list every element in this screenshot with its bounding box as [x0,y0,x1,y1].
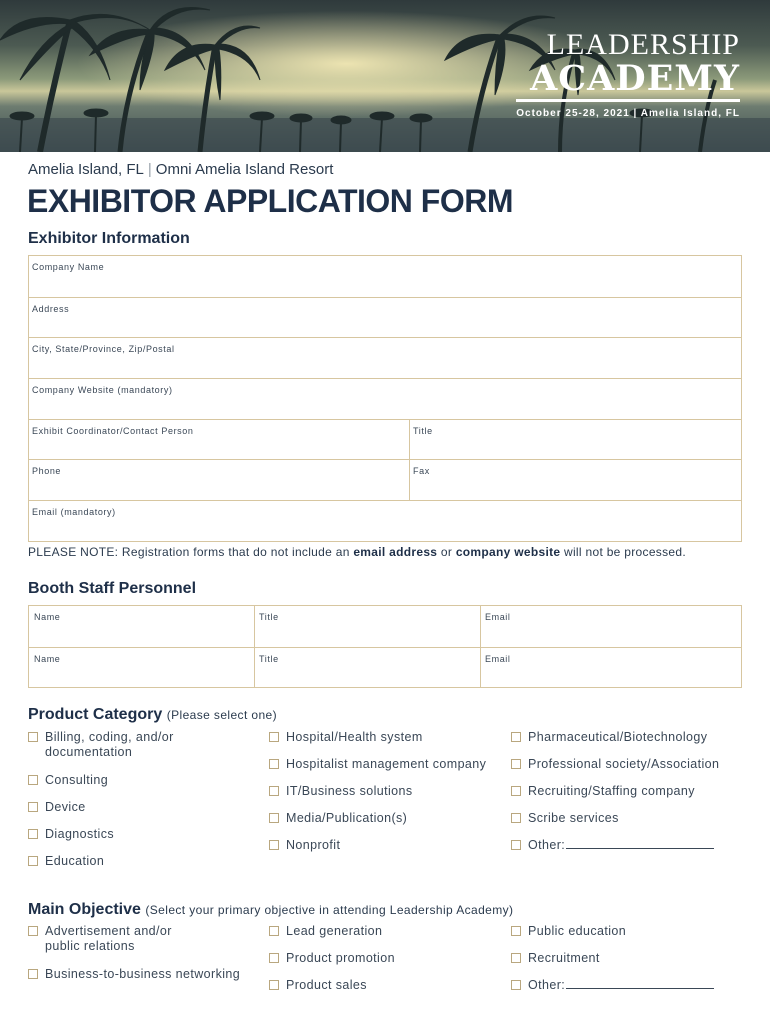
field-label: Company Website (mandatory) [32,385,173,396]
option-label: Recruitment [528,951,600,965]
option-label: Recruiting/Staffing company [528,784,695,798]
note-suffix: will not be processed. [560,545,686,559]
product-category-title: Product Category [28,706,163,723]
field-row [29,378,741,419]
option-label: Education [45,854,105,868]
option-label: IT/Business solutions [286,784,413,798]
staff-name-field[interactable] [29,606,254,647]
checkbox[interactable] [511,953,521,963]
contact-title-field[interactable] [409,420,741,460]
option-label: Product promotion [286,951,395,965]
option-label: Pharmaceutical/Biotechnology [528,730,708,744]
field-label: Title [259,653,279,664]
note-email-address: email address [353,545,438,559]
option-label: Advertisement and/or [45,924,172,938]
main-objective-title: Main Objective [28,901,141,918]
field-label: Title [413,425,433,436]
staff-title-field[interactable] [254,606,480,647]
field-label: Email [485,612,511,622]
checkbox[interactable] [28,802,38,812]
main-objective-col2 [269,924,504,999]
main-objective-instruction: (Select your primary objective in attending Leadership Academy) [145,903,514,917]
option-label: Public education [528,924,627,938]
checkbox[interactable] [269,786,279,796]
field-row [29,256,741,297]
other-objective-input[interactable] [566,978,714,989]
note-prefix: PLEASE NOTE: Registration forms that do not include an [28,545,354,559]
option-label: Lead generation [286,924,383,938]
checkbox[interactable] [269,926,279,936]
field-label: Title [259,612,279,622]
option-label: Nonprofit [286,838,341,852]
logo-line-academy: ACADEMY [516,60,740,102]
checkbox[interactable] [28,856,38,866]
option-label: documentation [45,745,133,759]
checkbox[interactable] [28,829,38,839]
exhibitor-info-heading: Exhibitor Information [28,230,190,247]
logo-line-leadership: LEADERSHIP [546,28,740,61]
city-field[interactable] [29,338,741,378]
booth-staff-heading: Booth Staff Personnel [28,580,197,597]
field-row [29,419,741,460]
checkbox[interactable] [28,969,38,979]
staff-email-field[interactable] [480,606,741,647]
location-venue: Omni Amelia Island Resort [155,161,334,178]
field-label: Name [34,612,61,622]
field-label: Email (mandatory) [32,507,116,518]
field-row [29,297,741,338]
checkbox[interactable] [269,732,279,742]
main-objective-col3 [511,924,746,999]
product-category-instruction: (Please select one) [166,708,278,722]
other-category-input[interactable] [566,838,714,849]
field-row [29,500,741,541]
staff-title-field[interactable] [254,648,480,688]
option-label: Professional society/Association [528,757,720,771]
field-label: Phone [32,466,62,477]
checkbox[interactable] [28,732,38,742]
checkbox[interactable] [511,732,521,742]
company-name-field[interactable] [29,256,741,297]
field-label: Address [32,303,70,314]
contact-person-field[interactable] [29,420,409,460]
phone-field[interactable] [29,460,409,500]
checkbox[interactable] [269,759,279,769]
main-objective-col1 [28,924,258,994]
checkbox[interactable] [511,840,521,850]
field-label: Name [34,653,61,664]
option-label: Billing, coding, and/or [45,730,174,744]
product-category-heading [28,706,277,724]
checkbox[interactable] [511,926,521,936]
checkbox[interactable] [28,926,38,936]
main-objective-heading [28,901,513,919]
option-label: Device [45,800,86,814]
option-label: Scribe services [528,811,619,825]
option-label: Consulting [45,773,109,787]
company-website-field[interactable] [29,379,741,419]
checkbox[interactable] [511,786,521,796]
staff-row [29,647,741,688]
note-mid: or [437,545,456,559]
staff-name-field[interactable] [29,648,254,688]
staff-row [29,606,741,647]
option-label: public relations [45,939,135,953]
field-label: City, State/Province, Zip/Postal [32,344,175,355]
event-location [28,161,333,178]
page-title: EXHIBITOR APPLICATION FORM [27,183,513,219]
product-category-col3 [511,730,746,860]
header-banner [0,0,770,152]
option-label: Business-to-business networking [45,967,241,981]
checkbox[interactable] [511,980,521,990]
product-category-col2 [269,730,504,860]
option-label: Other: [528,838,566,852]
field-label: Fax [413,466,430,477]
field-label: Email [485,653,511,664]
staff-email-field[interactable] [480,648,741,688]
leadership-academy-logo [516,30,740,119]
checkbox[interactable] [269,813,279,823]
checkbox[interactable] [511,813,521,823]
option-label: Hospitalist management company [286,757,487,771]
option-label: Product sales [286,978,367,992]
checkbox[interactable] [511,759,521,769]
booth-staff-grid [28,605,742,688]
email-field[interactable] [29,501,741,541]
registration-note [28,545,686,559]
checkbox[interactable] [269,840,279,850]
field-row [29,337,741,378]
product-category-col1 [28,730,258,870]
location-separator: | [147,161,152,178]
checkbox[interactable] [269,953,279,963]
checkbox[interactable] [269,980,279,990]
option-label: Diagnostics [45,827,115,841]
event-dates: October 25-28, 2021 | Amelia Island, FL [516,108,740,119]
address-field[interactable] [29,298,741,338]
field-label: Company Name [32,262,105,272]
field-label: Exhibit Coordinator/Contact Person [32,425,194,436]
option-label: Media/Publication(s) [286,811,408,825]
location-city: Amelia Island, FL [28,161,144,178]
fax-field[interactable] [409,460,741,500]
exhibitor-info-grid [28,255,742,542]
field-row [29,459,741,500]
checkbox[interactable] [28,775,38,785]
option-label: Other: [528,978,566,992]
note-company-website: company website [455,545,561,559]
option-label: Hospital/Health system [286,730,423,744]
